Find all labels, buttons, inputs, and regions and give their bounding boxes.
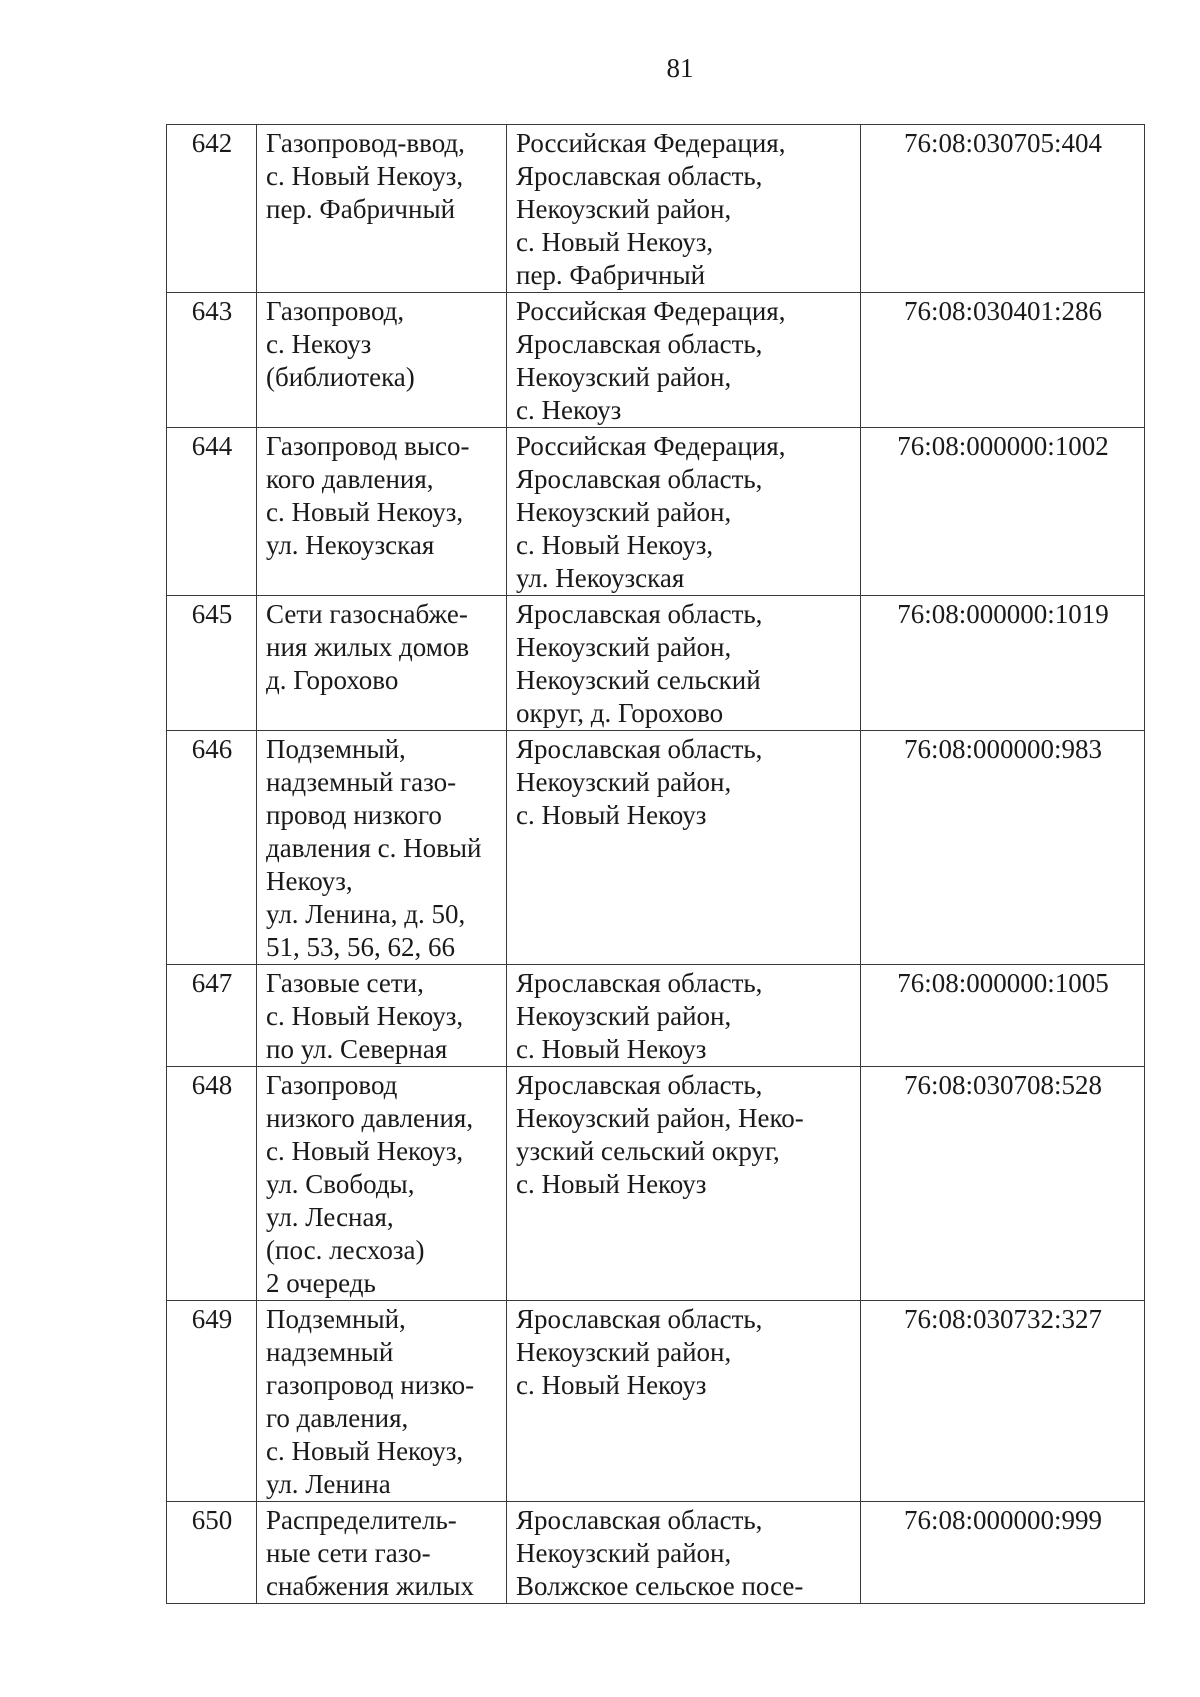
- cell-text-line: с. Некоуз: [266, 329, 372, 359]
- cell-text-line: газопровод низко-: [266, 1370, 475, 1400]
- cadastral-number: 76:08:000000:1019: [861, 596, 1145, 731]
- cell-text-line: Ярославская область,: [516, 329, 763, 359]
- cadastral-number: 76:08:030705:404: [861, 125, 1145, 293]
- cell-text-line: Подземный,: [266, 734, 406, 764]
- cell-text-line: Некоуз,: [266, 866, 353, 896]
- row-number: 647: [167, 965, 257, 1067]
- cell-text-line: Некоузский район,: [516, 194, 732, 224]
- object-name: [257, 293, 507, 428]
- cell-text-line: с. Новый Некоуз,: [266, 497, 464, 527]
- cell-text-line: ул. Ленина, д. 50,: [266, 899, 466, 929]
- cell-text-line: кого давления,: [266, 464, 434, 494]
- cell-text-line: округ, д. Горохово: [516, 698, 724, 728]
- object-name: [257, 1502, 507, 1604]
- cell-text-line: Некоузский район, Неко-: [516, 1103, 804, 1133]
- cadastral-number: 76:08:030401:286: [861, 293, 1145, 428]
- cell-text-line: ния жилых домов: [266, 632, 470, 662]
- cell-text-line: Некоузский район,: [516, 362, 732, 392]
- cadastral-number: 76:08:030732:327: [861, 1301, 1145, 1502]
- cell-text-line: низкого давления,: [266, 1103, 474, 1133]
- cell-text-line: провод низкого: [266, 800, 442, 830]
- cell-text-line: Российская Федерация,: [516, 431, 786, 461]
- cell-text-line: Газопровод высо-: [266, 431, 470, 461]
- cell-text-line: надземный газо-: [266, 767, 457, 797]
- cell-text-line: 51, 53, 56, 62, 66: [266, 932, 455, 962]
- registry-table: [166, 124, 1145, 1604]
- cell-text-line: Некоузский район,: [516, 767, 732, 797]
- cell-text-line: д. Горохово: [266, 665, 399, 695]
- cadastral-number: 76:08:000000:983: [861, 731, 1145, 965]
- table-row: [167, 428, 1145, 596]
- table-row: [167, 731, 1145, 965]
- cadastral-number: 76:08:000000:999: [861, 1502, 1145, 1604]
- cell-text-line: с. Некоуз: [516, 395, 622, 425]
- cell-text-line: Ярославская область,: [516, 464, 763, 494]
- cell-text-line: Ярославская область,: [516, 599, 763, 629]
- table-row: [167, 1067, 1145, 1301]
- cell-text-line: ул. Свободы,: [266, 1169, 415, 1199]
- table-row: [167, 965, 1145, 1067]
- cell-text-line: ул. Некоузская: [516, 563, 685, 593]
- row-number: 648: [167, 1067, 257, 1301]
- object-address: [507, 731, 861, 965]
- object-address: [507, 1301, 861, 1502]
- cell-text-line: пер. Фабричный: [266, 194, 456, 224]
- cell-text-line: пер. Фабричный: [516, 260, 706, 290]
- registry-rows: [167, 125, 1145, 1604]
- cell-text-line: снабжения жилых: [266, 1571, 475, 1601]
- cell-text-line: с. Новый Некоуз,: [516, 530, 714, 560]
- cell-text-line: Газопровод-ввод,: [266, 128, 465, 158]
- cell-text-line: давления с. Новый: [266, 833, 482, 863]
- cell-text-line: с. Новый Некоуз,: [516, 227, 714, 257]
- cell-text-line: 2 очередь: [266, 1268, 376, 1298]
- cell-text-line: Волжское сельское посе-: [516, 1571, 804, 1601]
- cell-text-line: с. Новый Некоуз,: [266, 1136, 464, 1166]
- cell-text-line: узский сельский округ,: [516, 1136, 780, 1166]
- cell-text-line: ул. Лесная,: [266, 1202, 394, 1232]
- cell-text-line: Некоузский район,: [516, 1337, 732, 1367]
- object-address: [507, 428, 861, 596]
- cell-text-line: Некоузский район,: [516, 497, 732, 527]
- page-number: 81: [666, 53, 694, 83]
- cell-text-line: Ярославская область,: [516, 968, 763, 998]
- row-number: 645: [167, 596, 257, 731]
- cell-text-line: Ярославская область,: [516, 1070, 763, 1100]
- cell-text-line: Ярославская область,: [516, 1304, 763, 1334]
- cell-text-line: Сети газоснабже-: [266, 599, 468, 629]
- object-name: [257, 1301, 507, 1502]
- cell-text-line: Российская Федерация,: [516, 296, 786, 326]
- cell-text-line: Газопровод,: [266, 296, 405, 326]
- row-number: 646: [167, 731, 257, 965]
- cell-text-line: с. Новый Некоуз,: [266, 161, 464, 191]
- cell-text-line: Некоузский район,: [516, 632, 732, 662]
- row-number: 642: [167, 125, 257, 293]
- cell-text-line: (пос. лесхоза): [266, 1235, 425, 1265]
- cell-text-line: Некоузский район,: [516, 1538, 732, 1568]
- object-address: [507, 1067, 861, 1301]
- cell-text-line: с. Новый Некоуз: [516, 1034, 707, 1064]
- object-name: [257, 731, 507, 965]
- table-row: [167, 125, 1145, 293]
- cell-text-line: с. Новый Некоуз,: [266, 1436, 464, 1466]
- cell-text-line: Ярославская область,: [516, 734, 763, 764]
- object-name: [257, 965, 507, 1067]
- cell-text-line: с. Новый Некоуз: [516, 1370, 707, 1400]
- cell-text-line: Ярославская область,: [516, 1505, 763, 1535]
- cell-text-line: Распределитель-: [266, 1505, 457, 1535]
- cell-text-line: ул. Ленина: [266, 1469, 391, 1499]
- cadastral-number: 76:08:000000:1002: [861, 428, 1145, 596]
- table-row: [167, 596, 1145, 731]
- table-row: [167, 293, 1145, 428]
- cell-text-line: Ярославская область,: [516, 161, 763, 191]
- row-number: 650: [167, 1502, 257, 1604]
- cell-text-line: (библиотека): [266, 362, 415, 392]
- object-name: [257, 1067, 507, 1301]
- cell-text-line: ные сети газо-: [266, 1538, 431, 1568]
- cell-text-line: по ул. Северная: [266, 1034, 448, 1064]
- object-address: [507, 293, 861, 428]
- cadastral-number: 76:08:000000:1005: [861, 965, 1145, 1067]
- cell-text-line: Газопровод: [266, 1070, 398, 1100]
- row-number: 649: [167, 1301, 257, 1502]
- row-number: 644: [167, 428, 257, 596]
- cell-text-line: ул. Некоузская: [266, 530, 435, 560]
- object-address: [507, 125, 861, 293]
- table-row: [167, 1502, 1145, 1604]
- row-number: 643: [167, 293, 257, 428]
- cell-text-line: Газовые сети,: [266, 968, 424, 998]
- table-row: [167, 1301, 1145, 1502]
- cell-text-line: Российская Федерация,: [516, 128, 786, 158]
- cell-text-line: Некоузский район,: [516, 1001, 732, 1031]
- object-address: [507, 596, 861, 731]
- object-name: [257, 428, 507, 596]
- cell-text-line: с. Новый Некоуз: [516, 1169, 707, 1199]
- object-name: [257, 125, 507, 293]
- cell-text-line: с. Новый Некоуз: [516, 800, 707, 830]
- object-address: [507, 965, 861, 1067]
- cadastral-number: 76:08:030708:528: [861, 1067, 1145, 1301]
- object-name: [257, 596, 507, 731]
- cell-text-line: с. Новый Некоуз,: [266, 1001, 464, 1031]
- object-address: [507, 1502, 861, 1604]
- cell-text-line: надземный: [266, 1337, 394, 1367]
- cell-text-line: го давления,: [266, 1403, 409, 1433]
- cell-text-line: Подземный,: [266, 1304, 406, 1334]
- cell-text-line: Некоузский сельский: [516, 665, 761, 695]
